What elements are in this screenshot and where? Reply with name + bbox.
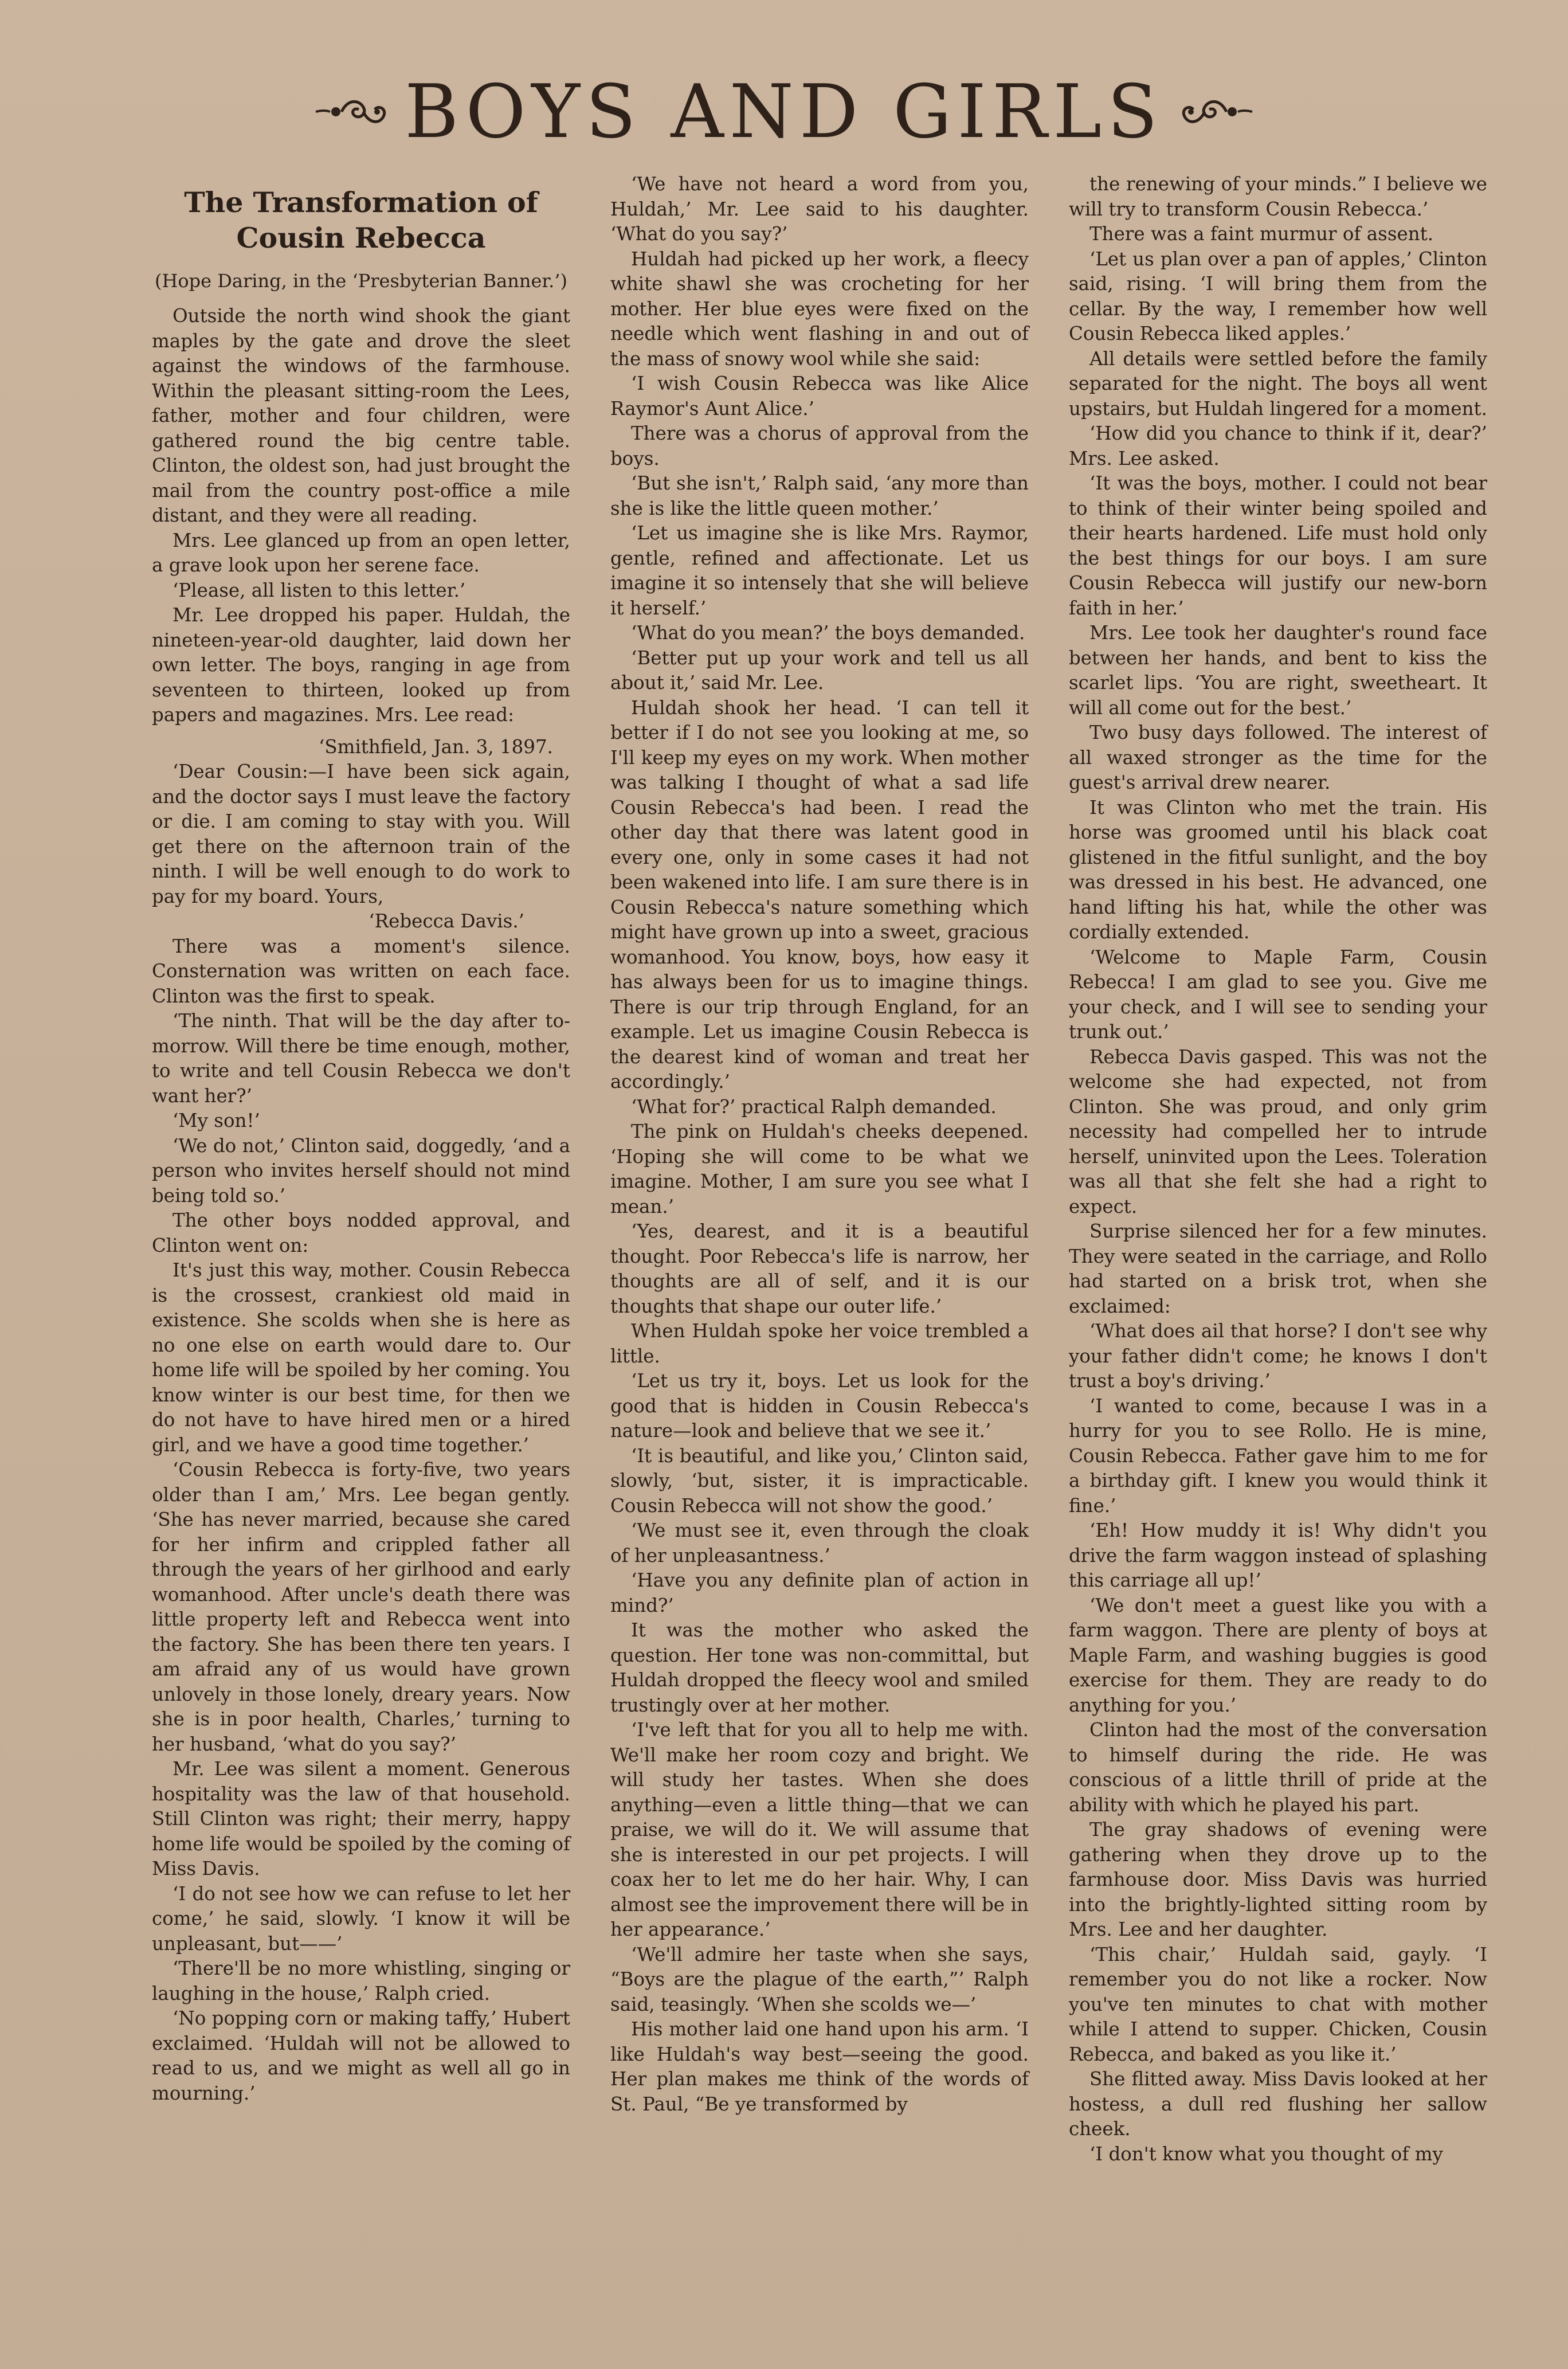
- paragraph: ‘We don't meet a guest like you with a farm waggon. There are plenty of boys at Maple Farm, and washing buggies is good exercise for them. They are ready to do anything for you.’: [1069, 1594, 1487, 1716]
- paragraph: ‘But she isn't,’ Ralph said, ‘any more than she is like the little queen mother.’: [610, 472, 1029, 519]
- paragraph: ‘I do not see how we can refuse to let her come,’ he said, slowly. ‘I know it will be unpleasant, but——’: [152, 1882, 570, 1955]
- paragraph: Surprise silenced her for a few minutes. They were seated in the carriage, and Rollo had started on a brisk trot, when she exclaimed:: [1069, 1220, 1487, 1317]
- paragraph: ‘I wanted to come, because I was in a hurry for you to see Rollo. He is mine, Cousin Rebecca. Father gave him to me for a birthday gift. I knew you would think it fine.’: [1069, 1395, 1487, 1517]
- paragraph: Mr. Lee dropped his paper. Huldah, the nineteen-year-old daughter, laid down her own letter. The boys, ranging in age from seventeen to thirteen, looked up from papers and magazines. Mrs. Lee read:: [152, 604, 570, 726]
- paragraph: ‘We'll admire her taste when she says, “Boys are the plague of the earth,”’ Ralph said, teasingly. ‘When she scolds we—’: [610, 1943, 1029, 2015]
- column-3: [1069, 172, 1487, 2167]
- article-byline: (Hope Daring, in the ‘Presbyterian Banner.’): [154, 270, 567, 292]
- paragraph: Rebecca Davis gasped. This was not the welcome she had expected, not from Clinton. She was proud, and only grim necessity had compelled her to intrude herself, uninvited upon the Lees. Toleration was all that she felt she had a right to expect.: [1069, 1046, 1487, 1217]
- paragraph: His mother laid one hand upon his arm. ‘I like Huldah's way best—seeing the good. Her plan makes me think of the words of St. Paul, “Be ye transformed by: [610, 2018, 1029, 2115]
- column-1: [152, 172, 570, 2167]
- paragraph: Mrs. Lee glanced up from an open letter, a grave look upon her serene face.: [152, 529, 570, 576]
- paragraph: Huldah shook her head. ‘I can tell it better if I do not see you looking at me, so I'll keep my eyes on my work. When mother was talking I thought of what a sad life Cousin Rebecca's had been. I read the other day that there was latent good in every one, only in some cases it had not been wakened into life. I am sure there is in Cousin Rebecca's nature something which might have grown up into a sweet, gracious womanhood. You know, boys, how easy it has always been for us to imagine things. There is our trip through England, for an example. Let us imagine Cousin Rebecca is the dearest kind of woman and treat her accordingly.’: [610, 696, 1029, 1093]
- column-2-body: [610, 172, 1029, 2117]
- paragraph: Mr. Lee was silent a moment. Generous hospitality was the law of that household. Still Clinton was right; their merry, happy home life would be spoiled by the coming of Miss Davis.: [152, 1758, 570, 1879]
- paragraph: ‘I wish Cousin Rebecca was like Alice Raymor's Aunt Alice.’: [610, 373, 1029, 420]
- paragraph: ‘How did you chance to think if it, dear?’ Mrs. Lee asked.: [1069, 422, 1487, 469]
- column-1-body: [152, 304, 570, 2106]
- masthead: [0, 60, 1568, 163]
- paragraph: ‘Let us plan over a pan of apples,’ Clinton said, rising. ‘I will bring them from the cellar. By the way, I remember how well Cousin Rebecca liked apples.’: [1069, 248, 1487, 344]
- paragraph: ‘My son!’: [173, 1110, 260, 1131]
- paragraph: Clinton had the most of the conversation to himself during the ride. He was conscious of a little thrill of pride at the ability with which he played his part.: [1069, 1719, 1487, 1816]
- paragraph: ‘No popping corn or making taffy,’ Hubert exclaimed. ‘Huldah will not be allowed to read to us, and we might as well all go in mourning.’: [152, 2007, 570, 2104]
- paragraph: ‘Dear Cousin:—I have been sick again, and the doctor says I must leave the factory or die. I am coming to stay with you. Will get there on the afternoon train of the ninth. I will be well enough to do work to pay for my board. Yours,: [152, 761, 570, 907]
- paragraph: ‘This chair,’ Huldah said, gayly. ‘I remember you do not like a rocker. Now you've ten minutes to chat with mother while I attend to supper. Chicken, Cousin Rebecca, and baked as you like it.’: [1069, 1943, 1487, 2065]
- paragraph: ‘Have you any definite plan of action in mind?’: [610, 1569, 1029, 1616]
- paragraph: The other boys nodded approval, and Clinton went on:: [152, 1209, 570, 1256]
- paragraph: There was a chorus of approval from the boys.: [610, 422, 1029, 469]
- paragraph: ‘Eh! How muddy it is! Why didn't you drive the farm waggon instead of splashing this carriage all up!’: [1069, 1520, 1487, 1591]
- paragraph: ‘We must see it, even through the cloak of her unpleasantness.’: [610, 1520, 1029, 1567]
- paragraph: There was a faint murmur of assent.: [1089, 223, 1434, 245]
- paragraph: All details were settled before the family separated for the night. The boys all went upstairs, but Huldah lingered for a moment.: [1069, 347, 1487, 420]
- paragraph: ‘There'll be no more whistling, singing or laughing in the house,’ Ralph cried.: [152, 1957, 570, 2004]
- paragraph: ‘Yes, dearest, and it is a beautiful thought. Poor Rebecca's life is narrow, her thoughts are all of self, and it is our thoughts that shape our outer life.’: [610, 1220, 1029, 1317]
- paragraph: The gray shadows of evening were gathering when they drove up to the farmhouse door. Miss Davis was hurried into the brightly-lighted sitting room by Mrs. Lee and her daughter.: [1069, 1819, 1487, 1940]
- left-flourish-ornament: [313, 95, 387, 129]
- paragraph: ‘We do not,’ Clinton said, doggedly, ‘and a person who invites herself should not mind being told so.’: [152, 1134, 570, 1207]
- paragraph: ‘Better put up your work and tell us all about it,’ said Mr. Lee.: [610, 647, 1029, 694]
- paragraph: ‘Let us try it, boys. Let us look for the good that is hidden in Cousin Rebecca's nature—look and believe that we see it.’: [610, 1370, 1029, 1442]
- article-title-line-1: The Transformation of: [184, 186, 538, 219]
- paragraph: She flitted away. Miss Davis looked at her hostess, a dull red flushing her sallow cheek.: [1069, 2068, 1487, 2140]
- article-title: [152, 185, 570, 256]
- paragraph: There was a moment's silence. Consternation was written on each face. Clinton was the first to speak.: [152, 935, 570, 1007]
- paragraph: It was Clinton who met the train. His horse was groomed until his black coat glistened in the fitful sunlight, and the boy was dressed in his best. He advanced, one hand lifting his hat, while the other was cordially extended.: [1069, 796, 1487, 943]
- paragraph: When Huldah spoke her voice trembled a little.: [610, 1320, 1029, 1367]
- paragraph: ‘We have not heard a word from you, Huldah,’ Mr. Lee said to his daughter. ‘What do you say?’: [610, 173, 1029, 245]
- paragraph: ‘What for?’ practical Ralph demanded.: [631, 1095, 997, 1118]
- section-title: BOYS AND GIRLS: [405, 69, 1163, 155]
- paragraph: ‘What do you mean?’ the boys demanded.: [631, 622, 1025, 644]
- paragraph: It's just this way, mother. Cousin Rebecca is the crossest, crankiest old maid in existence. She scolds when she is here as no one else on earth would dare to. Our home life will be spoiled by her coming. You know winter is our best time, for then we do not have to have hired men or a hired girl, and we have a good time together.’: [152, 1259, 570, 1456]
- paragraph: ‘Welcome to Maple Farm, Cousin Rebecca! I am glad to see you. Give me your check, and I will see to sending your trunk out.’: [1069, 946, 1487, 1043]
- paragraph: ‘It was the boys, mother. I could not bear to think of their winter being spoiled and their hearts hardened. Life must hold only the best things for our boys. I am sure Cousin Rebecca will justify our new-born faith in her.’: [1069, 472, 1487, 619]
- paragraph: ‘Rebecca Davis.’: [369, 910, 524, 932]
- paragraph: Outside the north wind shook the giant maples by the gate and drove the sleet against the windows of the farmhouse. Within the pleasant sitting-room the Lees, father, mother and four children, were gathered round the big centre table. Clinton, the oldest son, had just brought the mail from the country post-office a mile distant, and they were all reading.: [152, 305, 570, 526]
- paragraph: It was the mother who asked the question. Her tone was non-committal, but Huldah dropped the fleecy wool and smiled trustingly over at her mother.: [610, 1619, 1029, 1716]
- paragraph: Mrs. Lee took her daughter's round face between her hands, and bent to kiss the scarlet lips. ‘You are right, sweetheart. It will all come out for the best.’: [1069, 622, 1487, 719]
- paragraph: ‘I don't know what you thought of my: [1089, 2143, 1443, 2165]
- right-flourish-ornament: [1181, 95, 1255, 129]
- paragraph: ‘I've left that for you all to help me with. We'll make her room cozy and bright. We will study her tastes. When she does anything—even a little thing—that we can praise, we will do it. We will assume that she is interested in our pet projects. I will coax her to let me do her hair. Why, I can almost see the improvement there will be in her appearance.’: [610, 1719, 1029, 1940]
- paragraph: ‘The ninth. That will be the day after to-morrow. Will there be time enough, mother, to write and tell Cousin Rebecca we don't want her?’: [152, 1010, 570, 1107]
- column-2: [610, 172, 1029, 2167]
- paragraph: Huldah had picked up her work, a fleecy white shawl she was crocheting for her mother. Her blue eyes were fixed on the needle which went flashing in and out of the mass of snowy wool while she said:: [610, 248, 1029, 370]
- paragraph: ‘It is beautiful, and like you,’ Clinton said, slowly, ‘but, sister, it is impracticable. Cousin Rebecca will not show the good.’: [610, 1444, 1029, 1517]
- article-columns: [152, 172, 1487, 2167]
- paragraph: ‘Let us imagine she is like Mrs. Raymor, gentle, refined and affectionate. Let us imagine it so intensely that she will believe it herself.’: [610, 522, 1029, 619]
- paragraph: ‘Cousin Rebecca is forty-five, two years older than I am,’ Mrs. Lee began gently. ‘She has never married, because she cared for her infirm and crippled father all through the years of her girlhood and early womanhood. After uncle's death there was little property left and Rebecca went into the factory. She has been there ten years. I am afraid any of us would have grown unlovely in those lonely, dreary years. Now she is in poor health, Charles,’ turning to her husband, ‘what do you say?’: [152, 1459, 570, 1755]
- paragraph: ‘Please, all listen to this letter.’: [173, 579, 466, 601]
- paragraph: the renewing of your minds.” I believe we will try to transform Cousin Rebecca.’: [1069, 173, 1487, 220]
- paragraph: Two busy days followed. The interest of all waxed stronger as the time for the guest's arrival drew nearer.: [1069, 722, 1487, 793]
- paragraph: The pink on Huldah's cheeks deepened. ‘Hoping she will come to be what we imagine. Mother, I am sure you see what I mean.’: [610, 1121, 1029, 1217]
- paragraph: ‘What does ail that horse? I don't see why your father didn't come; he knows I don't trust a boy's driving.’: [1069, 1320, 1487, 1392]
- article-title-line-2: Cousin Rebecca: [236, 221, 486, 254]
- column-3-body: [1069, 172, 1487, 2167]
- paragraph: ‘Smithfield, Jan. 3, 1897.: [319, 735, 553, 758]
